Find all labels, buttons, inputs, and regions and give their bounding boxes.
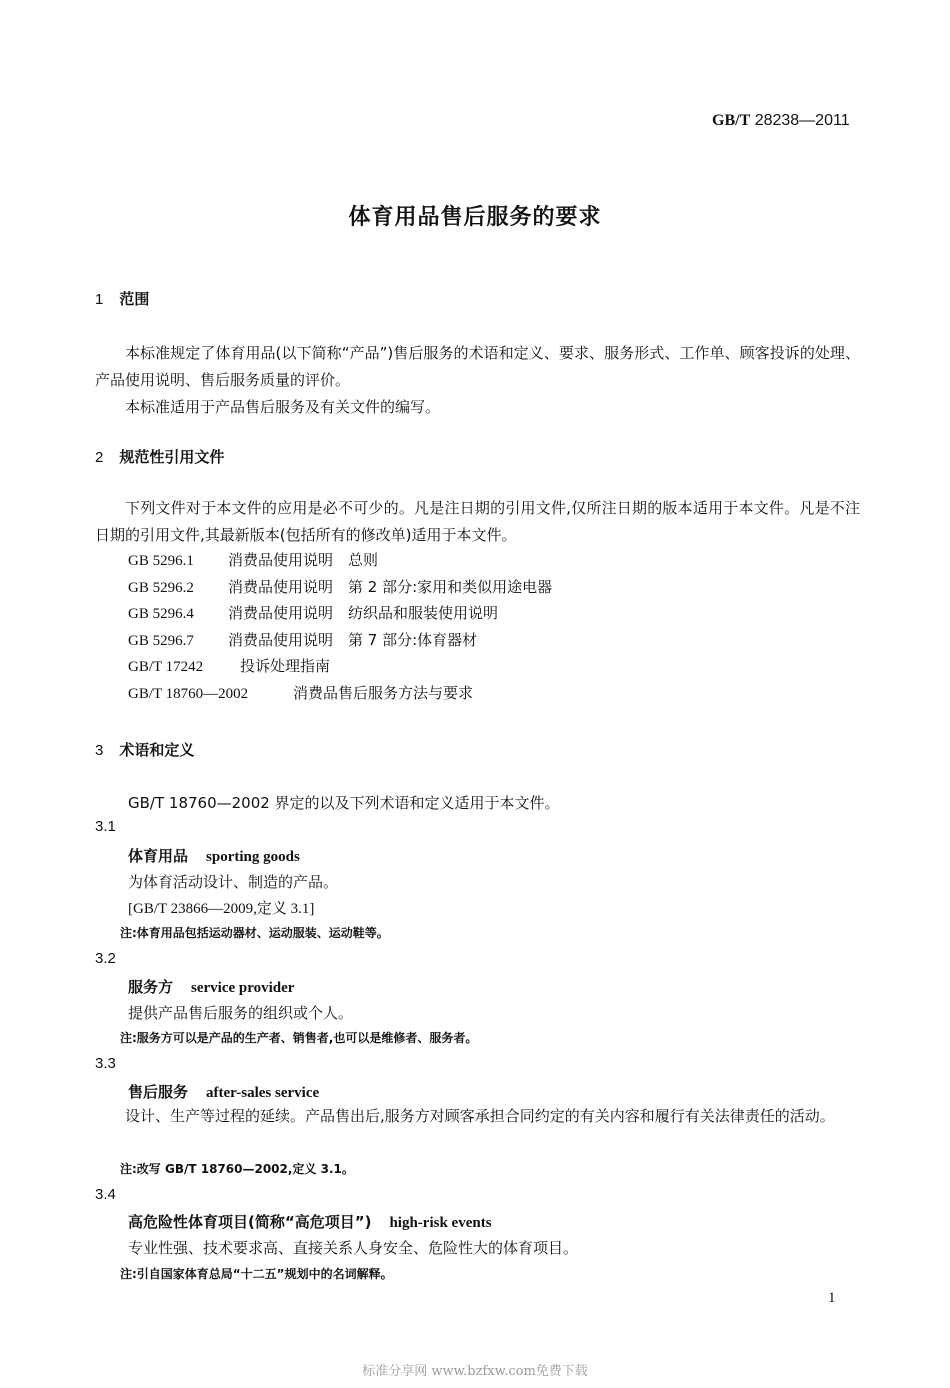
section-heading-2 <box>95 446 224 467</box>
reference-code: GB 5296.4 <box>128 606 194 622</box>
term-heading <box>128 845 300 866</box>
reference-item <box>128 600 552 627</box>
section-title: 范围 <box>119 290 150 308</box>
term-number: 3.3 <box>95 1055 116 1072</box>
terms-intro: GB/T 18760—2002 界定的以及下列术语和定义适用于本文件。 <box>128 794 560 812</box>
scope-paragraph-2: 本标准适用于产品售后服务及有关文件的编写。 <box>125 398 441 416</box>
reference-item <box>128 627 552 654</box>
reference-title: 消费品使用说明 第 2 部分:家用和类似用途电器 <box>228 577 553 596</box>
reference-code: GB 5296.2 <box>128 579 194 596</box>
term-zh: 高危险性体育项目(简称“高危项目”) <box>128 1213 372 1231</box>
section-number: 3 <box>95 742 104 759</box>
reference-item <box>128 574 552 601</box>
section-title: 规范性引用文件 <box>119 448 225 466</box>
term-definition: 设计、生产等过程的延续。产品售出后,服务方对顾客承担合同约定的有关内容和履行有关法律责任的活动。 <box>125 1107 835 1125</box>
standard-code <box>712 112 850 130</box>
term-note: 注:改写 GB/T 18760—2002,定义 3.1。 <box>120 1162 354 1176</box>
standard-prefix: GB/T <box>712 112 751 129</box>
term-en: after-sales service <box>206 1085 320 1101</box>
document-title: 体育用品售后服务的要求 <box>348 205 602 230</box>
reference-list <box>128 547 552 706</box>
term-en: sporting goods <box>206 849 300 865</box>
section-heading-3 <box>95 739 194 760</box>
term-definition: 提供产品售后服务的组织或个人。 <box>128 1004 354 1022</box>
reference-title: 消费品售后服务方法与要求 <box>293 683 474 702</box>
reference-code: GB/T 17242 <box>128 659 204 675</box>
watermark: 标准分享网 www.bzfxw.com免费下载 <box>362 1364 588 1379</box>
term-zh: 售后服务 <box>128 1083 189 1101</box>
reference-item <box>128 547 552 574</box>
term-number: 3.1 <box>95 818 116 835</box>
term-en: high-risk events <box>389 1215 492 1231</box>
section-heading-1 <box>95 288 149 309</box>
reference-code: GB/T 18760—2002 <box>128 685 249 702</box>
term-heading <box>128 1211 492 1232</box>
section-number: 2 <box>95 449 104 466</box>
term-heading <box>128 976 294 997</box>
term-number: 3.4 <box>95 1186 116 1203</box>
reference-title: 消费品使用说明 纺织品和服装使用说明 <box>228 604 499 622</box>
page-number: 1 <box>828 1290 836 1306</box>
term-en: service provider <box>191 980 295 996</box>
standard-number: 28238—2011 <box>754 112 850 129</box>
scope-paragraph-1: 本标准规定了体育用品(以下简称“产品”)售后服务的术语和定义、要求、服务形式、工作单、顾客投诉的处理、产品使用说明、售后服务质量的评价。 <box>95 344 860 389</box>
reference-item <box>128 680 552 707</box>
section-title: 术语和定义 <box>119 741 195 759</box>
reference-code: GB 5296.7 <box>128 632 194 649</box>
term-zh: 服务方 <box>128 978 174 996</box>
term-number: 3.2 <box>95 950 116 967</box>
term-zh: 体育用品 <box>128 847 189 865</box>
references-intro: 下列文件对于本文件的应用是必不可少的。凡是注日期的引用文件,仅所注日期的版本适用于本文件。凡是不注日期的引用文件,其最新版本(包括所有的修改单)适用于本文件。 <box>95 499 860 544</box>
reference-code: GB 5296.1 <box>128 553 194 569</box>
reference-title: 投诉处理指南 <box>240 657 331 675</box>
reference-title: 消费品使用说明 第 7 部分:体育器材 <box>228 630 478 649</box>
reference-item <box>128 653 552 680</box>
term-source: [GB/T 23866—2009,定义 3.1] <box>128 901 315 917</box>
term-heading <box>128 1081 319 1102</box>
term-note: 注:体育用品包括运动器材、运动服装、运动鞋等。 <box>120 926 389 940</box>
term-note: 注:服务方可以是产品的生产者、销售者,也可以是维修者、服务者。 <box>120 1031 478 1045</box>
term-definition: 专业性强、技术要求高、直接关系人身安全、危险性大的体育项目。 <box>128 1239 579 1257</box>
term-note: 注:引自国家体育总局“十二五”规划中的名词解释。 <box>120 1267 393 1281</box>
term-definition: 为体育活动设计、制造的产品。 <box>128 873 339 891</box>
reference-title: 消费品使用说明 总则 <box>228 551 379 569</box>
section-number: 1 <box>95 291 104 308</box>
